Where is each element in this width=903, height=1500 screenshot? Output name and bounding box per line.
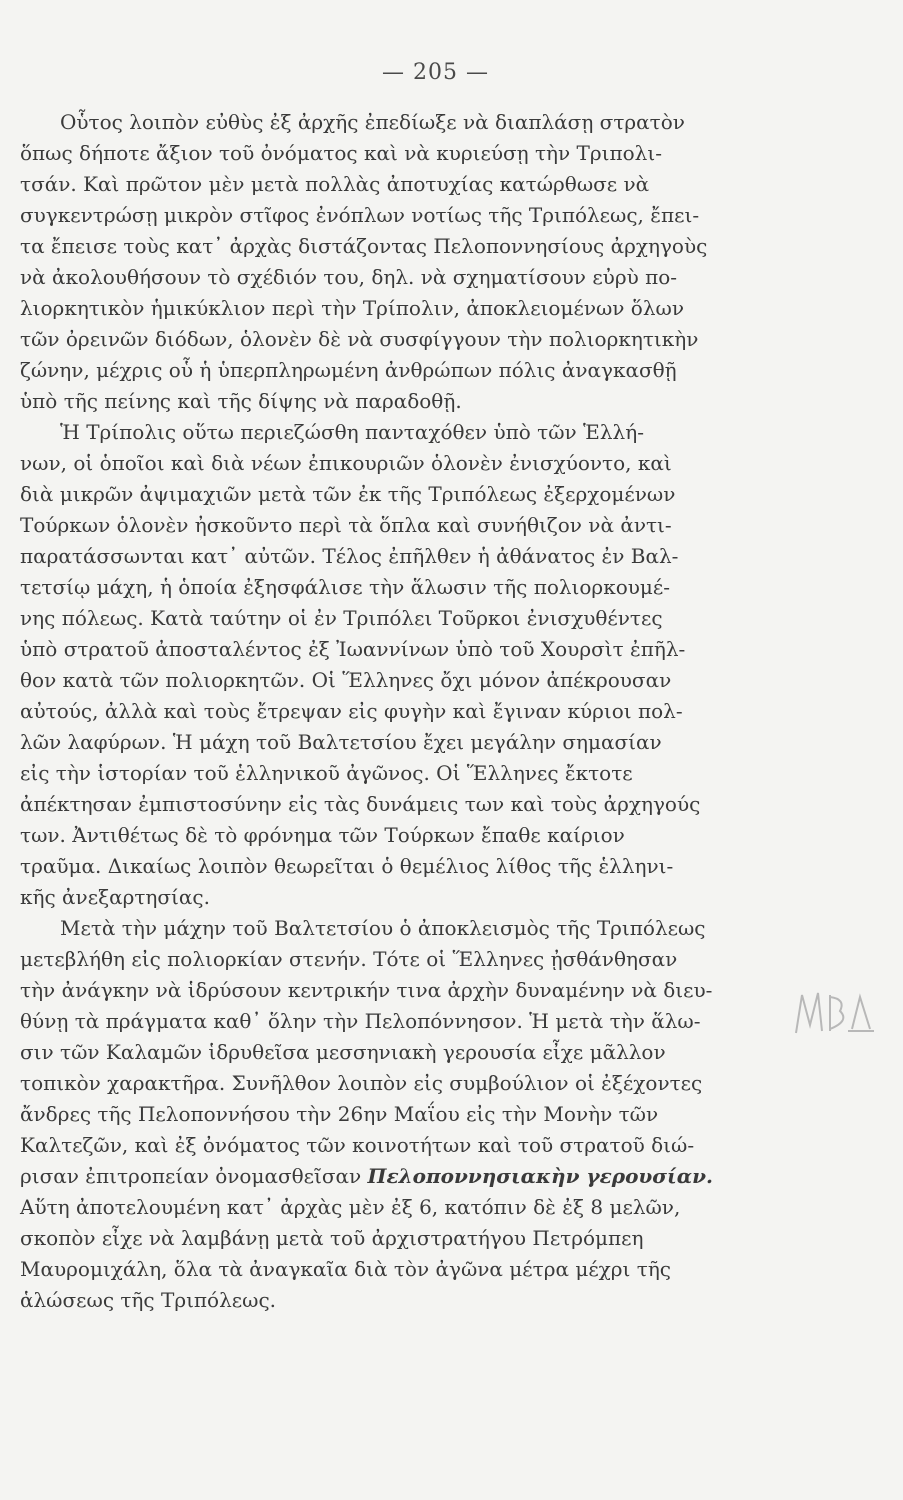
page-number: — 205 — (382, 60, 489, 85)
paragraph-3 (20, 913, 771, 1316)
paragraph-3-text-b: Αὕτη ἀποτελουμένη κατ᾽ ἀρχὰς μὲν ἐξ 6, κατόπιν δὲ ἐξ 8 μελῶν, σκοπὸν εἶχε νὰ λαμβάνῃ μετὰ τοῦ ἀρχιστρατήγου Πετρόμπεη Μαυρομιχάλη, ὅλα τὰ ἀναγκαῖα διὰ τὸν ἀγῶνα μέτρα μέχρι τῆς ἁλώσεως τῆς Τριπόλεως. (20, 1195, 681, 1312)
margin-handwritten-mark (788, 985, 878, 1045)
paragraph-3-text-a: Μετὰ τὴν μάχην τοῦ Βαλτετσίου ὁ ἀποκλεισμὸς τῆς Τριπόλεως μετεβλήθη εἰς πολιορκίαν στενήν. Τότε οἱ Ἕλληνες ᾐσθάνθησαν τὴν ἀνάγκην νὰ ἱδρύσουν κεντρικήν τινα ἀρχὴν δυναμένην νὰ διευ- θύνῃ τὰ πράγματα καθ᾽ ὅλην τὴν Πελοπόννησον. Ἡ μετὰ τὴν ἅλω- σιν τῶν Καλαμῶν ἱδρυθεῖσα μεσσηνιακὴ γερουσία εἶχε μᾶλλον τοπικὸν χαρακτῆρα. Συνῆλθον λοιπὸν εἰς συμβούλιον οἱ ἐξέχοντες ἄνδρες τῆς Πελοποννήσου τὴν 26ην Μαΐου εἰς τὴν Μονὴν τῶν Καλτεζῶν, καὶ ἐξ ὀνόματος τῶν κοινοτήτων καὶ τοῦ στρατοῦ διώ- ρισαν ἐπιτροπείαν ὀνομασθεῖσαν (20, 916, 713, 1188)
paragraph-1: Οὗτος λοιπὸν εὐθὺς ἐξ ἀρχῆς ἐπεδίωξε νὰ διαπλάσῃ στρατὸν ὅπως δήποτε ἄξιον τοῦ ὀνόματος καὶ νὰ κυριεύσῃ τὴν Τριπολι- τσάν. Καὶ πρῶτον μὲν μετὰ πολλὰς ἀποτυχίας κατώρθωσε νὰ συγκεντρώσῃ μικρὸν στῖφος ἐνόπλων νοτίως τῆς Τριπόλεως, ἔπει- τα ἔπεισε τοὺς κατ᾽ ἀρχὰς διστάζοντας Πελοποννησίους ἀρχηγοὺς νὰ ἀκολουθήσουν τὸ σχέδιόν του, δηλ. νὰ σχηματίσουν εὐρὺ πο- λιορκητικὸν ἡμικύκλιον περὶ τὴν Τρίπολιν, ἀποκλειομένων ὅλων τῶν ὀρεινῶν διόδων, ὁλονὲν δὲ νὰ συσφίγγουν τὴν πολιορκητικὴν ζώνην, μέχρις οὗ ἡ ὑπερπληρωμένη ἀνθρώπων πόλις ἀναγκασθῇ ὑπὸ τῆς πείνης καὶ τῆς δίψης νὰ παραδοθῇ. (20, 110, 708, 413)
paragraph-3-emphasis: Πελοποννησιακὴν γερουσίαν. (367, 1164, 713, 1188)
paragraph-2: Ἡ Τρίπολις οὕτω περιεζώσθη πανταχόθεν ὑπὸ τῶν Ἑλλή- νων, οἱ ὁποῖοι καὶ διὰ νέων ἐπικουριῶν ὁλονὲν ἐνισχύοντο, καὶ διὰ μικρῶν ἀψιμαχιῶν μετὰ τῶν ἐκ τῆς Τριπόλεως ἐξερχομένων Τούρκων ὁλονὲν ἠσκοῦντο περὶ τὰ ὅπλα καὶ συνήθιζον νὰ ἀντι- παρατάσσωνται κατ᾽ αὐτῶν. Τέλος ἐπῆλθεν ἡ ἀθάνατος ἐν Βαλ- τετσίῳ μάχη, ἡ ὁποία ἐξησφάλισε τὴν ἅλωσιν τῆς πολιορκουμέ- νης πόλεως. Κατὰ ταύτην οἱ ἐν Τριπόλει Τοῦρκοι ἐνισχυθέντες ὑπὸ στρατοῦ ἀποσταλέντος ἐξ Ἰωαννίνων ὑπὸ τοῦ Χουρσὶτ ἐπῆλ- θον κατὰ τῶν πολιορκητῶν. Οἱ Ἕλληνες ὄχι μόνον ἀπέκρουσαν αὐτούς, ἀλλὰ καὶ τοὺς ἔτρεψαν εἰς φυγὴν καὶ ἔγιναν κύριοι πολ- λῶν λαφύρων. Ἡ μάχη τοῦ Βαλτετσίου ἔχει μεγάλην σημασίαν εἰς τὴν ἱστορίαν τοῦ ἑλληνικοῦ ἀγῶνος. Οἱ Ἕλληνες ἔκτοτε ἀπέκτησαν ἐμπιστοσύνην εἰς τὰς δυνάμεις των καὶ τοὺς ἀρχηγούς των. Ἀντιθέτως δὲ τὸ φρόνημα τῶν Τούρκων ἔπαθε καίριον τραῦμα. Δικαίως λοιπὸν θεωρεῖται ὁ θεμέλιος λίθος τῆς ἑλληνι- κῆς ἀνεξαρτησίας. (20, 420, 701, 909)
